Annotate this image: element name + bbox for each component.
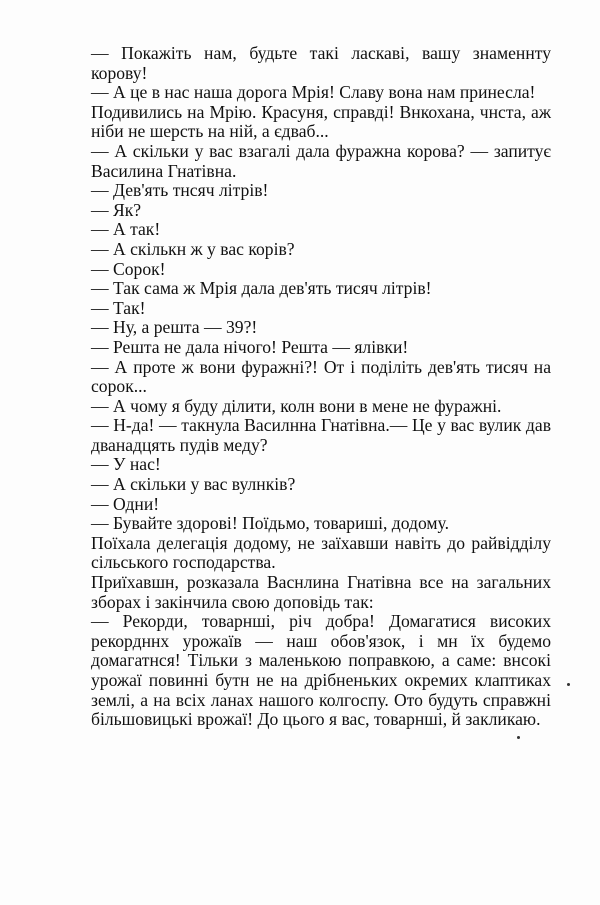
paragraph: — Як?	[91, 199, 142, 220]
paragraph: — У нас!	[91, 454, 161, 475]
paragraph: — А проте ж вони фуражні?! От і поділіть дев'ять тисяч на сорок...	[91, 356, 551, 397]
paragraph: — Рекорди, товарнші, річ добра! Домагатися високих рекордннх урожаїв — наш обов'язок, і мн їх будемо домагатнся! Тільки з маленькою поправкою, а саме: внсокі урожаї повинні бутн не на дрібненьких окремих клаптиках землі, а на всіх ланах нашого колгоспу. Ото будуть справжні більшовицькі врожаї! До цього я вас, товарнші, й закликаю.	[91, 611, 551, 730]
paragraph: — А скільки у вас вулнків?	[91, 474, 296, 495]
paragraph: — А чому я буду ділити, колн вони в мене не фуражні.	[91, 395, 502, 416]
paragraph: — А так!	[91, 219, 161, 240]
paragraph: — Так сама ж Мрія дала дев'ять тисяч літрів!	[91, 278, 432, 299]
paragraph: Подивились на Мрію. Красуня, справді! Внкохана, чнста, аж ніби не шерсть на ній, а єдваб...	[91, 101, 551, 142]
paragraph: — Дев'ять тнсяч літрів!	[91, 180, 269, 201]
paragraph: — А це в нас наша дорога Мрія! Славу вона нам принесла!	[91, 82, 536, 103]
paragraph: — А скільки у вас взагалі дала фуражна корова? — запитує Василина Гнатівна.	[91, 140, 551, 181]
ink-speck	[517, 736, 520, 739]
paragraph: — Одни!	[91, 493, 160, 514]
paragraph: — А скількн ж у вас корів?	[91, 238, 295, 259]
paragraph: — Сорок!	[91, 258, 166, 279]
paragraph: — Бувайте здорові! Поїдьмо, товариші, додому.	[91, 513, 449, 534]
paragraph: — Решта не дала нічого! Решта — ялівки!	[91, 336, 409, 357]
story-text	[91, 44, 551, 730]
ink-speck	[567, 683, 570, 686]
paragraph: — Покажіть нам, будьте такі ласкаві, вашу знаменнту корову!	[91, 43, 551, 83]
paragraph: Приїхавшн, розказала Васнлина Гнатівна все на загальних зборах і закінчила свою доповідь так:	[91, 572, 551, 612]
paragraph: Поїхала делегація додому, не заїхавши навіть до райвідділу сільського господарства.	[91, 532, 551, 573]
paragraph: — Ну, а решта — 39?!	[91, 317, 258, 338]
paragraph: — Так!	[91, 297, 146, 318]
paragraph: — Н-да! — такнула Василнна Гнатівна.— Це у вас вулик дав дванадцять пудів меду?	[91, 415, 551, 455]
